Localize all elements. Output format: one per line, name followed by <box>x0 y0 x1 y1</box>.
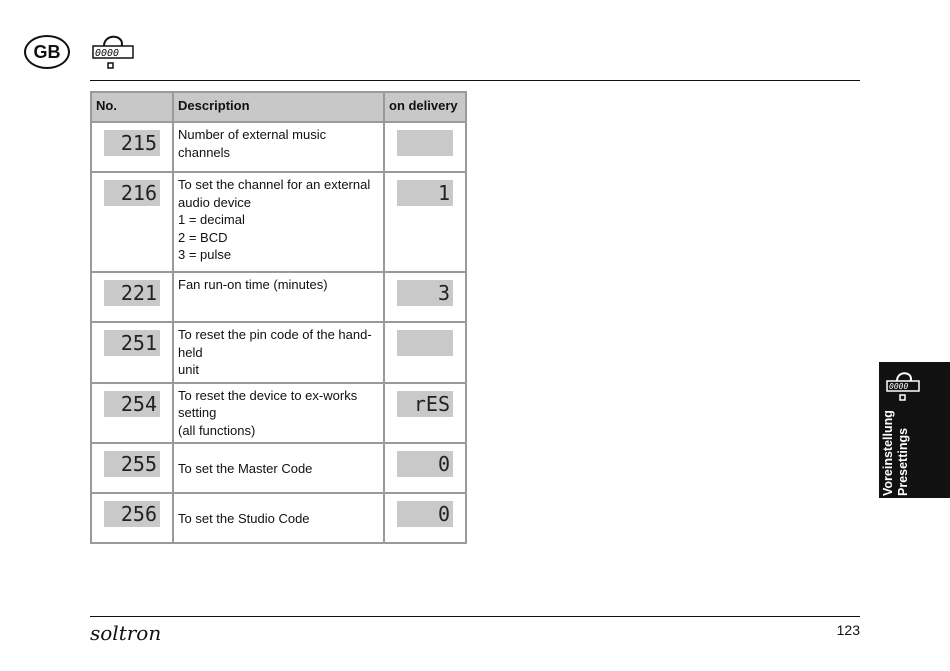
table-row <box>91 172 466 272</box>
table-row <box>91 322 466 383</box>
delivery-value-display: rES <box>397 391 453 417</box>
footer-rule <box>90 616 860 617</box>
description-line: To set the Studio Code <box>178 511 310 526</box>
header-description: Description <box>173 92 384 122</box>
parameter-number-display: 255 <box>104 451 160 477</box>
table-row <box>91 443 466 493</box>
parameter-number-display: 256 <box>104 501 160 527</box>
row-on-delivery-cell <box>384 172 466 272</box>
row-on-delivery-cell <box>384 322 466 383</box>
row-on-delivery-cell <box>384 383 466 444</box>
header-on-delivery: on delivery <box>384 92 466 122</box>
parameter-number-display: 254 <box>104 391 160 417</box>
description-line: audio device <box>178 194 251 210</box>
delivery-value-display <box>397 130 453 156</box>
description-line: To set the channel for an external <box>178 177 371 192</box>
delivery-value-display: 1 <box>397 180 453 206</box>
presettings-table <box>90 91 467 544</box>
padlock-question-icon <box>90 30 136 77</box>
description-line: unit <box>178 362 199 377</box>
row-description-cell <box>173 322 384 383</box>
delivery-value-display: 0 <box>397 451 453 477</box>
side-tab-presettings <box>879 362 950 498</box>
row-number-cell <box>91 493 173 543</box>
row-description-cell <box>173 122 384 172</box>
parameter-number-display: 216 <box>104 180 160 206</box>
description-line: 2 = BCD <box>178 229 228 245</box>
table-header-row <box>91 92 466 122</box>
description-line: Number of external music channels <box>178 127 327 160</box>
row-description-cell <box>173 272 384 322</box>
row-number-cell <box>91 172 173 272</box>
delivery-value-display <box>397 330 453 356</box>
side-tab-label <box>881 396 911 496</box>
row-on-delivery-cell <box>384 493 466 543</box>
row-number-cell <box>91 443 173 493</box>
row-description-cell <box>173 172 384 272</box>
row-number-cell <box>91 383 173 444</box>
svg-text:0000: 0000 <box>95 48 120 59</box>
row-number-cell <box>91 122 173 172</box>
description-line: To set the Master Code <box>178 461 313 476</box>
table-row <box>91 493 466 543</box>
table-row <box>91 272 466 322</box>
brand-logo <box>88 620 168 651</box>
header-no: No. <box>91 92 173 122</box>
svg-text:0000: 0000 <box>889 382 909 391</box>
description-line: (all functions) <box>178 422 256 438</box>
description-line: Fan run-on time (minutes) <box>178 277 328 292</box>
parameter-number-display: 215 <box>104 130 160 156</box>
side-tab-line-german: Voreinstellung <box>881 410 895 496</box>
parameter-number-display: 221 <box>104 280 160 306</box>
table-row <box>91 383 466 444</box>
description-line: To reset the device to ex-works setting <box>178 387 358 420</box>
svg-text:soltron: soltron <box>90 621 162 645</box>
row-number-cell <box>91 272 173 322</box>
row-number-cell <box>91 322 173 383</box>
row-on-delivery-cell <box>384 272 466 322</box>
parameter-number-display: 251 <box>104 330 160 356</box>
description-line: 1 = decimal <box>178 212 245 227</box>
row-description-cell <box>173 443 384 493</box>
row-on-delivery-cell <box>384 443 466 493</box>
header-rule <box>90 80 860 81</box>
delivery-value-display: 0 <box>397 501 453 527</box>
description-line: 3 = pulse <box>178 247 232 262</box>
side-tab-line-english: Presettings <box>896 427 910 496</box>
row-description-cell <box>173 493 384 543</box>
table-row <box>91 122 466 172</box>
row-on-delivery-cell <box>384 122 466 172</box>
page-number: 123 <box>836 622 860 638</box>
description-line: To reset the pin code of the hand-held <box>178 327 372 360</box>
row-description-cell <box>173 383 384 444</box>
country-badge: GB <box>24 35 70 69</box>
delivery-value-display: 3 <box>397 280 453 306</box>
